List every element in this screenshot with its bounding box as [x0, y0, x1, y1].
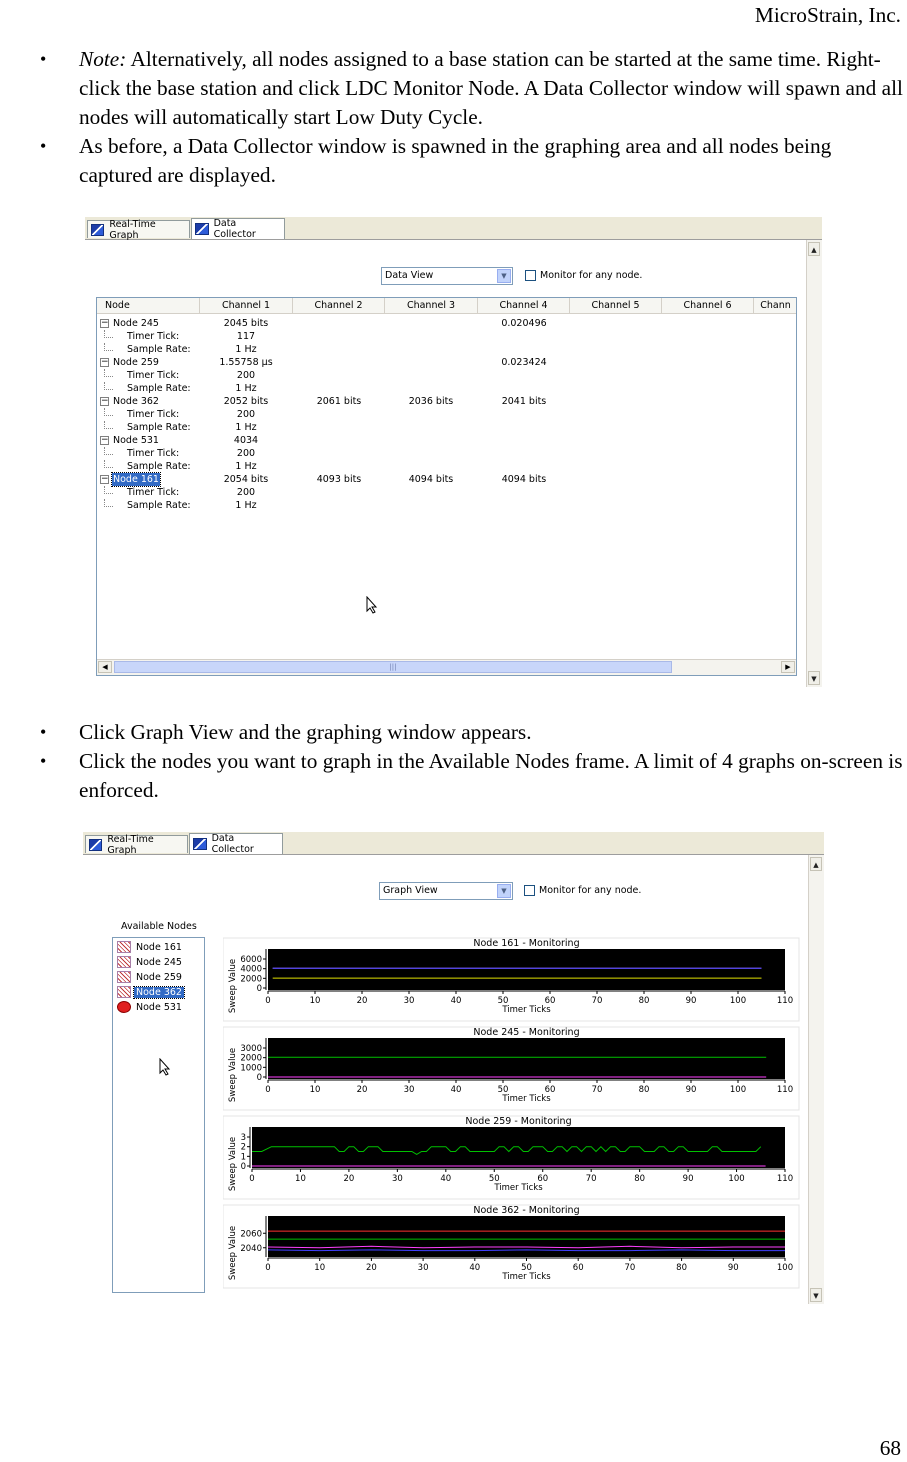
page-number: 68 — [879, 1436, 901, 1460]
tab-data-collector[interactable]: Data Collector — [189, 833, 283, 854]
x-tick-label: 40 — [450, 1085, 462, 1095]
bullet-item: • Note: Alternatively, all nodes assigned to a base station can be started at the same time. Right-click the base station and click LDC Monitor Node. A Data Collector window will spawn and all nodes will automatically start Low Duty Cycle. — [40, 47, 903, 129]
channel-cell: 200 — [236, 370, 256, 381]
scroll-up-icon[interactable]: ▲ — [810, 857, 822, 871]
stop-icon — [117, 1001, 131, 1013]
table-row[interactable] — [97, 473, 797, 486]
tree-line — [104, 421, 113, 429]
node-property-label: Timer Tick: — [127, 370, 180, 381]
node-label[interactable]: Node 531 — [113, 435, 159, 446]
channel-cell: 0.023424 — [501, 357, 547, 368]
table-row[interactable] — [97, 447, 797, 460]
channel-cell: 4094 bits — [408, 474, 454, 485]
table-row[interactable] — [97, 408, 797, 421]
bullet-text: Click Graph View and the graphing window appears. — [79, 720, 532, 744]
y-tick-label: 2000 — [240, 1053, 262, 1064]
x-tick-label: 80 — [638, 1085, 650, 1095]
y-tick-label: 6000 — [240, 955, 262, 965]
x-tick-label: 90 — [685, 996, 697, 1006]
channel-cell: 4094 bits — [501, 474, 547, 485]
graph-icon — [117, 956, 131, 968]
graph-icon — [117, 971, 131, 983]
x-tick-label: 100 — [776, 1263, 794, 1273]
table-row[interactable] — [97, 460, 797, 473]
y-tick-label: 0 — [256, 984, 262, 994]
graph-tab-icon — [89, 839, 102, 851]
y-tick-label: 2060 — [240, 1229, 262, 1240]
table-row[interactable] — [97, 356, 797, 369]
node-property-label: Sample Rate: — [127, 500, 191, 511]
x-tick-label: 80 — [676, 1263, 688, 1273]
plot-area — [268, 1038, 785, 1079]
bullet-text: Alternatively, all nodes assigned to a base station can be started at the same time. Right-click the base station and click LDC Monitor Node. A Data Collector window will spawn and all nodes will automatically start Low Duty Cycle. — [79, 47, 903, 129]
graph-icon — [117, 986, 131, 998]
monitor-any-node-checkbox[interactable]: Monitor for any node. — [525, 270, 642, 281]
y-axis-label: Sweep Value — [228, 1136, 238, 1192]
channel-cell: 4093 bits — [316, 474, 362, 485]
bullet-list-top — [38, 45, 904, 190]
collapse-icon[interactable]: − — [101, 357, 109, 367]
chart-title: Node 362 - Monitoring — [473, 1205, 580, 1216]
collapse-icon[interactable]: − — [101, 396, 109, 406]
channel-cell: 1.55758 µs — [219, 357, 273, 368]
x-tick-label: 110 — [776, 1174, 794, 1184]
x-tick-label: 90 — [685, 1085, 697, 1095]
x-tick-label: 40 — [469, 1263, 481, 1273]
graphs-area — [223, 932, 803, 1304]
table-row[interactable] — [97, 343, 797, 356]
available-node-label: Node 161 — [136, 941, 182, 953]
node-property-label: Timer Tick: — [127, 448, 180, 459]
tab-bar — [83, 832, 824, 855]
tab-real-time-graph[interactable]: Real-Time Graph — [85, 835, 188, 853]
scroll-thumb[interactable]: ||| — [114, 661, 672, 673]
channel-cell: 1 Hz — [235, 422, 257, 433]
x-tick-label: 0 — [265, 996, 271, 1006]
collapse-icon[interactable]: − — [101, 474, 109, 484]
node-property-label: Timer Tick: — [127, 331, 180, 342]
x-tick-label: 80 — [634, 1174, 646, 1184]
available-node-label: Node 531 — [136, 1001, 182, 1013]
horizontal-scrollbar[interactable] — [97, 659, 796, 675]
tree-line — [104, 447, 113, 455]
channel-cell: 4034 — [233, 435, 259, 446]
node-label[interactable]: Node 362 — [113, 396, 159, 407]
available-node-item[interactable] — [117, 940, 184, 954]
table-row[interactable] — [97, 317, 797, 330]
x-axis-label: Timer Ticks — [502, 1094, 551, 1104]
x-tick-label: 60 — [572, 1263, 584, 1273]
channel-cell: 117 — [236, 331, 256, 342]
x-tick-label: 100 — [728, 1174, 745, 1184]
y-axis-label: Sweep Value — [228, 958, 238, 1014]
channel-cell: 2041 bits — [501, 396, 547, 407]
column-header[interactable]: Channel 1 — [200, 298, 293, 314]
node-property-label: Sample Rate: — [127, 422, 191, 433]
table-row[interactable] — [97, 382, 797, 395]
channel-cell: 200 — [236, 448, 256, 459]
tab-bar — [85, 217, 822, 240]
y-axis-label: Sweep Value — [228, 1047, 238, 1103]
available-node-item[interactable] — [117, 985, 184, 999]
channel-cell: 2036 bits — [408, 396, 454, 407]
graph-tab-icon — [193, 838, 207, 850]
bullet-item: • Click the nodes you want to graph in the Available Nodes frame. A limit of 4 graphs on-screen is enforced. — [40, 749, 903, 802]
column-header[interactable]: Channel 6 — [662, 298, 754, 314]
tree-line — [104, 369, 113, 377]
page-header: MicroStrain, Inc. — [754, 3, 901, 27]
node-property-label: Sample Rate: — [127, 344, 191, 355]
vertical-scrollbar[interactable] — [808, 855, 824, 1304]
x-tick-label: 50 — [497, 996, 509, 1006]
y-axis-label: Sweep Value — [228, 1225, 238, 1281]
available-node-label: Node 259 — [136, 971, 182, 983]
x-tick-label: 20 — [343, 1174, 355, 1184]
x-tick-label: 0 — [249, 1174, 255, 1184]
scroll-right-icon[interactable]: ▶ — [781, 661, 795, 673]
x-tick-label: 100 — [729, 996, 747, 1006]
chart-title: Node 259 - Monitoring — [465, 1116, 572, 1127]
chart-title: Node 245 - Monitoring — [473, 1027, 580, 1038]
x-tick-label: 90 — [727, 1263, 739, 1273]
column-header[interactable]: Node — [97, 298, 200, 314]
bullet-text: Click the nodes you want to graph in the Available Nodes frame. A limit of 4 graphs on-screen is enforced. — [79, 749, 903, 802]
x-tick-label: 10 — [295, 1174, 306, 1184]
plot-area — [252, 1127, 785, 1168]
chevron-down-icon[interactable]: ▼ — [497, 884, 511, 898]
x-tick-label: 10 — [309, 1085, 321, 1095]
graph-tab-icon — [195, 223, 209, 235]
bullet-list-bottom — [38, 718, 904, 805]
x-tick-label: 0 — [265, 1085, 271, 1095]
view-select[interactable]: Data View ▼ — [381, 267, 513, 285]
column-header[interactable]: Channel 3 — [385, 298, 478, 314]
column-header[interactable]: Channel 4 — [478, 298, 570, 314]
tree-line — [104, 460, 113, 468]
x-tick-label: 30 — [417, 1263, 429, 1273]
x-tick-label: 30 — [403, 996, 415, 1006]
node-property-label: Timer Tick: — [127, 487, 180, 498]
monitor-any-node-checkbox[interactable]: Monitor for any node. — [524, 885, 641, 896]
y-tick-label: 4000 — [240, 964, 262, 975]
scroll-up-icon[interactable]: ▲ — [808, 242, 820, 256]
column-header[interactable]: Chann — [754, 298, 797, 314]
channel-cell: 2061 bits — [316, 396, 362, 407]
x-axis-label: Timer Ticks — [502, 1272, 551, 1282]
x-tick-label: 80 — [638, 996, 650, 1006]
bullet-item: • As before, a Data Collector window is spawned in the graphing area and all nodes being captured are displayed. — [40, 134, 832, 187]
y-tick-label: 2000 — [240, 974, 262, 985]
channel-cell: 1 Hz — [235, 461, 257, 472]
view-select[interactable]: Graph View ▼ — [379, 882, 513, 900]
available-node-item[interactable] — [117, 970, 184, 984]
chart-panel — [223, 1027, 799, 1110]
collapse-icon[interactable]: − — [101, 318, 109, 328]
channel-cell: 1 Hz — [235, 383, 257, 394]
x-tick-label: 70 — [591, 996, 603, 1006]
data-table[interactable] — [96, 297, 797, 676]
x-tick-label: 50 — [497, 1085, 509, 1095]
y-tick-label: 0 — [240, 1162, 246, 1172]
graph-tab-icon — [91, 224, 104, 236]
tree-line — [104, 382, 113, 390]
table-row[interactable] — [97, 434, 797, 447]
scroll-down-icon[interactable]: ▼ — [808, 671, 820, 685]
channel-cell: 200 — [236, 409, 256, 420]
note-label: Note: — [79, 47, 127, 71]
data-collector-data-view-screenshot — [85, 217, 822, 687]
x-tick-label: 90 — [682, 1174, 694, 1184]
tree-line — [104, 330, 113, 338]
mouse-cursor-icon — [159, 1058, 171, 1076]
tree-line — [104, 408, 113, 416]
x-tick-label: 40 — [440, 1174, 452, 1184]
available-node-label: Node 245 — [136, 956, 182, 968]
x-tick-label: 60 — [544, 996, 556, 1006]
x-tick-label: 110 — [776, 1085, 794, 1095]
channel-cell: 2045 bits — [223, 318, 269, 329]
available-node-label: Node 362 — [136, 986, 182, 998]
table-row[interactable] — [97, 421, 797, 434]
tree-line — [104, 486, 113, 494]
chart-panel — [223, 938, 799, 1021]
vertical-scrollbar[interactable] — [806, 240, 822, 687]
x-tick-label: 40 — [450, 996, 462, 1006]
node-label[interactable]: Node 259 — [113, 357, 159, 368]
graph-icon — [117, 941, 131, 953]
x-tick-label: 0 — [265, 1263, 271, 1273]
chart-panel — [223, 1205, 799, 1288]
tab-real-time-graph[interactable]: Real-Time Graph — [87, 220, 190, 238]
x-tick-label: 100 — [729, 1085, 747, 1095]
channel-cell: 2054 bits — [223, 474, 269, 485]
node-label[interactable]: Node 161 — [113, 474, 159, 485]
available-nodes-list[interactable] — [112, 937, 205, 1293]
table-row[interactable] — [97, 330, 797, 343]
x-tick-label: 60 — [544, 1085, 556, 1095]
y-tick-label: 2 — [240, 1142, 246, 1153]
bullet-text: As before, a Data Collector window is spawned in the graphing area and all nodes being captured are displayed. — [79, 134, 832, 187]
scroll-left-icon[interactable]: ◀ — [98, 661, 112, 673]
chart-panel — [223, 1116, 799, 1199]
channel-cell: 1 Hz — [235, 344, 257, 355]
y-tick-label: 1000 — [240, 1063, 262, 1074]
y-tick-label: 0 — [256, 1073, 262, 1083]
bullet-item: • Click Graph View and the graphing window appears. — [40, 720, 532, 744]
channel-cell: 200 — [236, 487, 256, 498]
x-axis-label: Timer Ticks — [502, 1005, 551, 1015]
plot-area — [268, 949, 785, 990]
x-tick-label: 20 — [356, 1085, 368, 1095]
available-nodes-title: Available Nodes — [121, 921, 197, 932]
y-tick-label: 2040 — [240, 1243, 262, 1254]
channel-cell: 2052 bits — [223, 396, 269, 407]
table-row[interactable] — [97, 499, 797, 512]
x-tick-label: 110 — [776, 996, 794, 1006]
table-row[interactable] — [97, 369, 797, 382]
x-tick-label: 20 — [365, 1263, 377, 1273]
x-tick-label: 70 — [591, 1085, 603, 1095]
available-node-item[interactable] — [117, 955, 184, 969]
chart-title: Node 161 - Monitoring — [473, 938, 580, 949]
collapse-icon[interactable]: − — [101, 435, 109, 445]
x-tick-label: 70 — [624, 1263, 636, 1273]
node-label[interactable]: Node 245 — [113, 318, 159, 329]
y-tick-label: 3 — [240, 1133, 246, 1143]
tree-line — [104, 499, 113, 507]
plot-area — [268, 1216, 785, 1257]
node-property-label: Timer Tick: — [127, 409, 180, 420]
column-header[interactable]: Channel 2 — [293, 298, 385, 314]
x-tick-label: 70 — [585, 1174, 597, 1184]
channel-cell: 1 Hz — [235, 500, 257, 511]
x-tick-label: 20 — [356, 996, 368, 1006]
channel-cell: 0.020496 — [501, 318, 547, 329]
node-property-label: Sample Rate: — [127, 383, 191, 394]
x-tick-label: 10 — [309, 996, 321, 1006]
x-tick-label: 50 — [521, 1263, 532, 1273]
table-row[interactable] — [97, 486, 797, 499]
chevron-down-icon[interactable]: ▼ — [497, 269, 511, 283]
table-row[interactable] — [97, 395, 797, 408]
tab-data-collector[interactable]: Data Collector — [191, 218, 285, 239]
x-tick-label: 50 — [488, 1174, 500, 1184]
y-tick-label: 3000 — [240, 1044, 262, 1054]
mouse-cursor-icon — [366, 596, 378, 614]
node-property-label: Sample Rate: — [127, 461, 191, 472]
x-tick-label: 30 — [391, 1174, 403, 1184]
x-axis-label: Timer Ticks — [494, 1183, 543, 1193]
x-tick-label: 10 — [314, 1263, 326, 1273]
scroll-down-icon[interactable]: ▼ — [810, 1288, 822, 1302]
x-tick-label: 60 — [537, 1174, 549, 1184]
y-tick-label: 1 — [240, 1152, 246, 1163]
column-header[interactable]: Channel 5 — [570, 298, 662, 314]
x-tick-label: 30 — [403, 1085, 415, 1095]
data-collector-graph-view-screenshot — [83, 832, 824, 1304]
available-node-item[interactable] — [117, 1000, 184, 1014]
tree-line — [104, 343, 113, 351]
